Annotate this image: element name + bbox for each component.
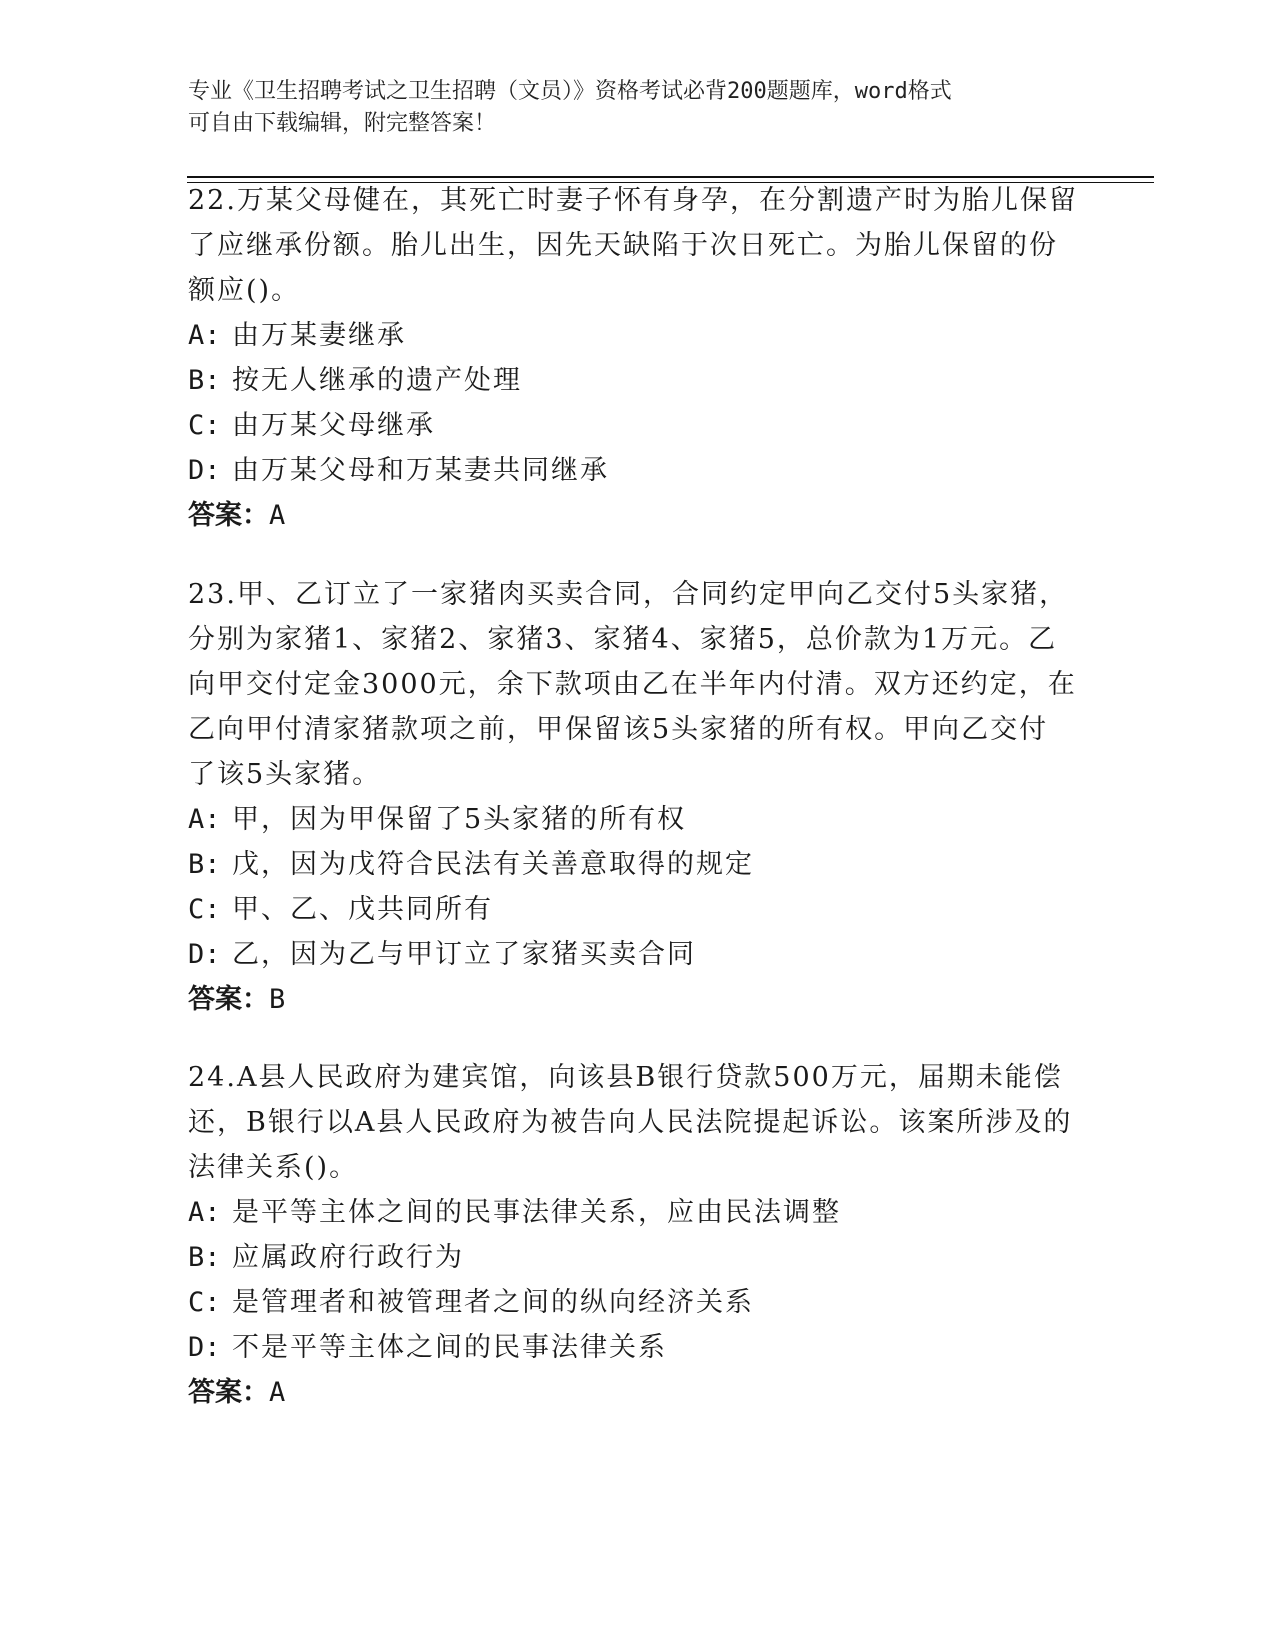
option-letter: A:	[188, 804, 221, 835]
question-stem	[188, 1055, 1088, 1190]
option-letter: A:	[188, 320, 221, 351]
option-a	[188, 797, 1088, 842]
stem-line: 分别为家猪1、家猪2、家猪3、家猪4、家猪5，总价款为1万元。乙	[188, 624, 1058, 655]
option-d	[188, 1325, 1088, 1370]
option-text: 应属政府行政行为	[232, 1242, 464, 1273]
answer-line	[188, 977, 1088, 1022]
answer-value: B	[269, 984, 286, 1015]
option-text: 由万某妻继承	[232, 320, 406, 351]
option-text: 戊，因为戊符合民法有关善意取得的规定	[232, 849, 754, 880]
option-a	[188, 313, 1088, 358]
option-letter: D:	[188, 455, 221, 486]
option-text: 由万某父母和万某妻共同继承	[232, 455, 609, 486]
stem-line: 23.甲、乙订立了一家猪肉买卖合同，合同约定甲向乙交付5头家猪，	[188, 579, 1069, 610]
option-d	[188, 932, 1088, 977]
option-text: 甲，因为甲保留了5头家猪的所有权	[232, 804, 687, 835]
option-text: 是管理者和被管理者之间的纵向经济关系	[232, 1287, 754, 1318]
option-text: 是平等主体之间的民事法律关系，应由民法调整	[232, 1197, 841, 1228]
question-23	[188, 572, 1088, 1022]
header-line-1: 专业《卫生招聘考试之卫生招聘（文员）》资格考试必背200题题库，word格式	[188, 79, 952, 104]
option-letter: C:	[188, 1287, 221, 1318]
option-a	[188, 1190, 1088, 1235]
option-letter: B:	[188, 1242, 221, 1273]
stem-line: 了应继承份额。胎儿出生，因先天缺陷于次日死亡。为胎儿保留的份	[188, 230, 1058, 261]
answer-line	[188, 493, 1088, 538]
answer-line	[188, 1370, 1088, 1415]
stem-line: 22.万某父母健在，其死亡时妻子怀有身孕，在分割遗产时为胎儿保留	[188, 185, 1078, 216]
stem-line: 乙向甲付清家猪款项之前，甲保留该5头家猪的所有权。甲向乙交付	[188, 714, 1049, 745]
option-b	[188, 842, 1088, 887]
answer-label: 答案：	[188, 500, 269, 531]
stem-line: 24.A县人民政府为建宾馆，向该县B银行贷款500万元，届期未能偿	[188, 1062, 1063, 1093]
option-text: 甲、乙、戊共同所有	[232, 894, 493, 925]
option-text: 由万某父母继承	[232, 410, 435, 441]
question-24	[188, 1055, 1088, 1415]
option-letter: C:	[188, 410, 221, 441]
option-letter: D:	[188, 1332, 221, 1363]
stem-line: 了该5头家猪。	[188, 759, 382, 790]
question-22	[188, 178, 1088, 538]
option-d	[188, 448, 1088, 493]
option-b	[188, 358, 1088, 403]
document-header	[188, 76, 1068, 140]
option-letter: B:	[188, 365, 221, 396]
header-line-2: 可自由下载编辑，附完整答案！	[188, 111, 497, 136]
option-text: 按无人继承的遗产处理	[232, 365, 522, 396]
option-text: 不是平等主体之间的民事法律关系	[232, 1332, 667, 1363]
question-stem	[188, 178, 1088, 313]
option-letter: A:	[188, 1197, 221, 1228]
option-text: 乙，因为乙与甲订立了家猪买卖合同	[232, 939, 696, 970]
option-letter: D:	[188, 939, 221, 970]
stem-line: 还，B银行以A县人民政府为被告向人民法院提起诉讼。该案所涉及的	[188, 1107, 1073, 1138]
option-letter: B:	[188, 849, 221, 880]
stem-line: 额应()。	[188, 275, 301, 306]
option-c	[188, 403, 1088, 448]
answer-label: 答案：	[188, 1377, 269, 1408]
option-b	[188, 1235, 1088, 1280]
answer-value: A	[269, 1377, 286, 1408]
answer-label: 答案：	[188, 984, 269, 1015]
question-stem	[188, 572, 1088, 797]
stem-line: 法律关系()。	[188, 1152, 359, 1183]
option-c	[188, 887, 1088, 932]
answer-value: A	[269, 500, 286, 531]
option-letter: C:	[188, 894, 221, 925]
option-c	[188, 1280, 1088, 1325]
stem-line: 向甲交付定金3000元，余下款项由乙在半年内付清。双方还约定，在	[188, 669, 1077, 700]
